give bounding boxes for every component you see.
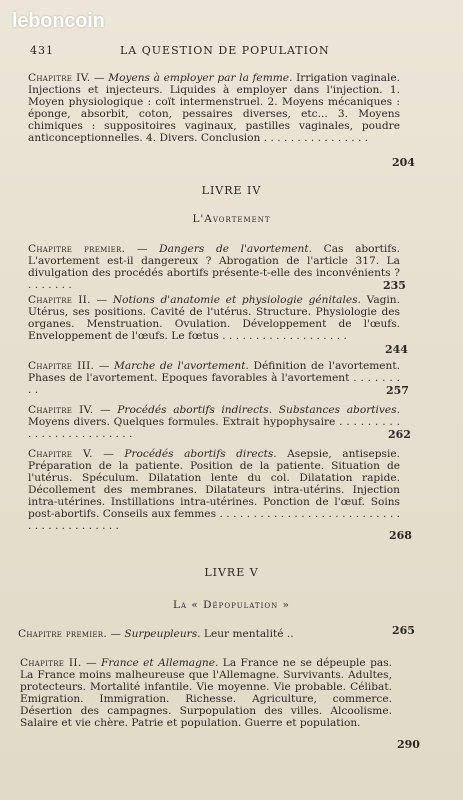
toc-entry: Chapitre premier. — Dangers de l'avortement. Cas abortifs. L'avortement est-il dangereux ? Abrogation de l'article 317. La divulgation des procédés abortifs présente-t-elle des inconvénients ? . . . . . . .	[28, 243, 400, 291]
toc-entry: Chapitre III. — Marche de l'avortement. Définition de l'avortement. Phases de l'avortement. Epoques favorables à l'avortement . . . . . . . . .	[28, 360, 400, 396]
toc-entry: Chapitre IV. — Procédés abortifs indirects. Substances abortives. Moyens divers. Quelques formules. Extrait hypophysaire . . . . . . . . . . . . . . . . . . . . . . . . .	[28, 404, 400, 440]
toc-entry: Chapitre IV. — Moyens à employer par la femme. Irrigation vaginale. Injections et injecteurs. Liquides à employer dans l'injection. 1. Moyen physiologique : coït intermenstruel. 2. Moyens mécaniques : éponge, absorbit, coton, pessaires diverses, etc... 3. Moyens chimiques : suppositoires vaginaux, pastilles vaginales, poudre anticonceptionnelles. 4. Divers. Conclusion . . . . . . . . . . . . . . . .	[28, 72, 400, 144]
leboncoin-watermark: leboncoin	[12, 10, 105, 32]
section-heading: L'Avortement	[192, 213, 271, 225]
page-ref: 262	[388, 428, 411, 441]
livre-heading: LIVRE V	[204, 566, 259, 579]
toc-entry: Chapitre II. — France et Allemagne. La France ne se dépeuple pas. La France moins malheureuse que l'Allemagne. Survivants. Adultes, protecteurs. Mortalité infantile. Vie moyenne. Vie probable. Célibat. Emigration. Immigration. Richesse. Agriculture, commerce. Désertion des campagnes. Surpopulation des villes. Alcoolisme. Salaire et vie chère. Patrie et population. Guerre et population.	[20, 657, 393, 729]
toc-entry: Chapitre II. — Notions d'anatomie et physiologie génitales. Vagin. Utérus, ses positions. Cavité de l'utérus. Structure. Physiologie des organes. Menstruation. Ovulation. Développement de l'œufs. Enveloppement de l'œufs. Le fœtus . . . . . . . . . . . . . . . . . . .	[28, 294, 400, 342]
page-title: LA QUESTION DE POPULATION	[120, 44, 330, 57]
toc-entry: Chapitre V. — Procédés abortifs directs. Asepsie, antisepsie. Préparation de la patiente. Position de la patiente. Situation de l'utérus. Spéculum. Dilatation lente du col. Dilatation rapide. Décollement des membranes. Dilatateurs intra-utérins. Injection intra-utérines. Instillations intra-utérines. Ponction de l'œuf. Soins post-abortifs. Conseils aux femmes . . . . . . . . . . . . . . . . . . . . . . . . . . . . . . . . . . . . . . . . .	[28, 448, 400, 532]
page-ref: 290	[397, 738, 420, 751]
page-ref: 244	[385, 343, 408, 356]
page-ref: 204	[392, 156, 415, 169]
page-ref: 265	[392, 624, 415, 637]
page-ref: 257	[386, 384, 409, 397]
page-ref: 235	[383, 279, 406, 292]
toc-entry: Chapitre premier. — Surpeupleurs. Leur mentalité ..	[18, 628, 294, 640]
page-number: 431	[30, 44, 54, 57]
livre-heading: LIVRE IV	[201, 184, 262, 197]
page-ref: 268	[389, 529, 412, 542]
section-heading: La « Dépopulation »	[173, 599, 290, 611]
